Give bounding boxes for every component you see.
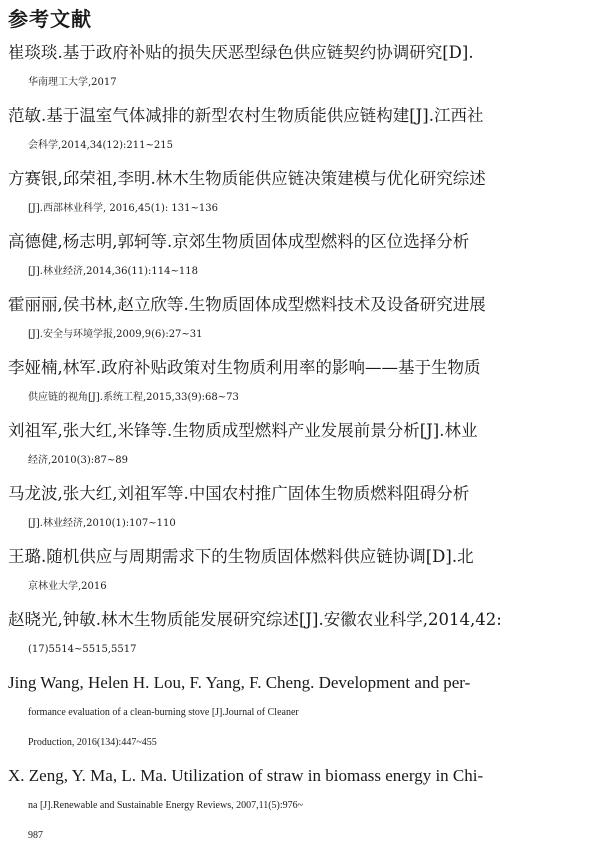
reference-line: formance evaluation of a clean-burning stove [J].Journal of Cleaner [28,707,299,718]
reference-item [8,605,592,665]
reference-line: Jing Wang, Helen H. Lou, F. Yang, F. Cheng. Development and per- [8,673,471,692]
reference-line: 王璐.随机供应与周期需求下的生物质固体燃料供应链协调[D].北 [8,547,474,566]
reference-item [8,164,592,224]
reference-line: 方赛银,邱荣祖,李明.林木生物质能供应链决策建模与优化研究综述 [8,169,486,188]
reference-line: 马龙波,张大红,刘祖军等.中国农村推广固体生物质燃料阻碍分析 [8,484,470,503]
reference-line: [J].林业经济,2014,36(11):114~118 [28,266,198,277]
reference-item [8,227,592,287]
reference-line: 供应链的视角[J].系统工程,2015,33(9):68~73 [28,392,239,403]
reference-line: [J].安全与环境学报,2009,9(6):27~31 [28,329,203,340]
reference-list [8,38,592,851]
references-page [8,4,592,854]
reference-line: na [J].Renewable and Sustainable Energy Reviews, 2007,11(5):976~ [28,800,304,811]
reference-item [8,761,592,851]
reference-line: 范敏.基于温室气体减排的新型农村生物质能供应链构建[J].江西社 [8,106,484,125]
reference-line: 会科学,2014,34(12):211~215 [28,140,173,151]
reference-line: (17)5514~5515,5517 [28,644,137,655]
reference-line: 华南理工大学,2017 [28,77,117,88]
reference-line: 刘祖军,张大红,米锋等.生物质成型燃料产业发展前景分析[J].林业 [8,421,478,440]
reference-line: 高德健,杨志明,郭轲等.京郊生物质固体成型燃料的区位选择分析 [8,232,470,251]
reference-item [8,668,592,758]
reference-line: [J].林业经济,2010(1):107~110 [28,518,176,529]
reference-item [8,101,592,161]
reference-line: 京林业大学,2016 [28,581,107,592]
reference-line: 李娅楠,林军.政府补贴政策对生物质利用率的影响——基于生物质 [8,358,481,377]
reference-item [8,542,592,602]
reference-line: 霍丽丽,侯书林,赵立欣等.生物质固体成型燃料技术及设备研究进展 [8,295,486,314]
reference-line: X. Zeng, Y. Ma, L. Ma. Utilization of straw in biomass energy in Chi- [8,766,484,785]
reference-line: 崔琰琰.基于政府补贴的损失厌恶型绿色供应链契约协调研究[D]. [8,43,474,62]
reference-item [8,353,592,413]
reference-line: 987 [28,830,43,841]
section-heading: 参考文献 [8,7,92,31]
reference-line: 经济,2010(3):87~89 [28,455,128,466]
reference-item [8,416,592,476]
reference-line: 赵晓光,钟敏.林木生物质能发展研究综述[J].安徽农业科学,2014,42: [8,610,502,629]
reference-item [8,290,592,350]
reference-item [8,38,592,98]
reference-item [8,479,592,539]
reference-line: [J].西部林业科学, 2016,45(1): 131~136 [28,203,218,214]
reference-line: Production, 2016(134):447~455 [28,737,157,748]
